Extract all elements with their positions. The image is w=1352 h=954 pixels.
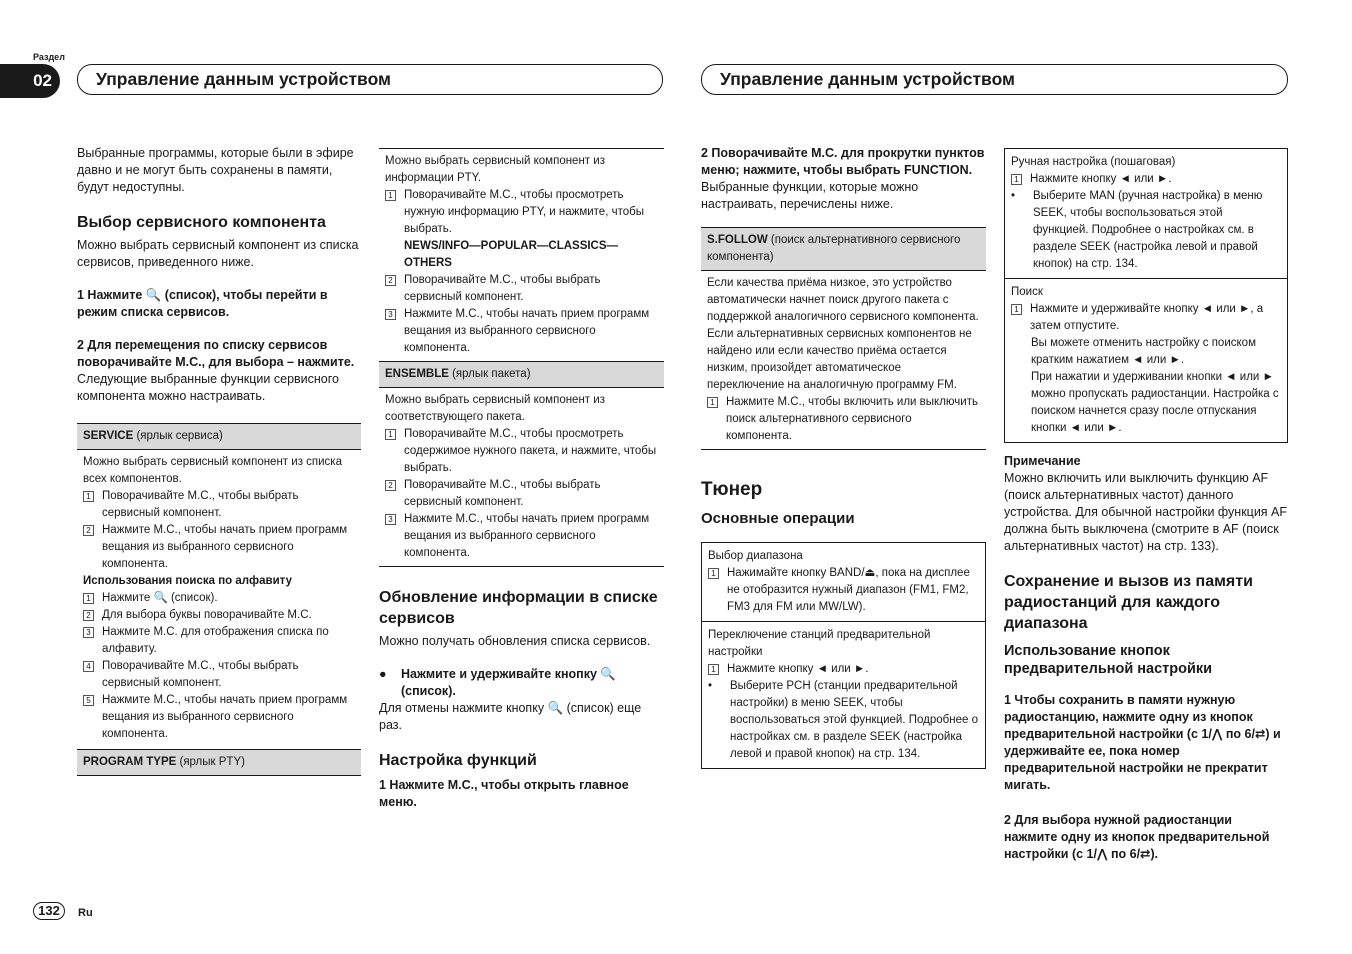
step-2-text: Следующие выбранные функции сервисного компонента можно настраивать. xyxy=(77,372,339,403)
list-item: 4 Поворачивайте M.C., чтобы выбрать сервисный компонент. xyxy=(83,658,355,692)
list-item: 3 Нажмите M.C., чтобы начать прием программ вещания из выбранного сервисного компонента. xyxy=(385,306,658,357)
func-step-1: 1 Нажмите M.C., чтобы открыть главное меню. xyxy=(379,778,629,809)
step-2-function: 2 Поворачивайте M.C. для прокрутки пунктов меню; нажмите, чтобы выбрать FUNCTION. xyxy=(701,146,985,177)
memory-step-1: 1 Чтобы сохранить в памяти нужную радиостанцию, нажмите одну из кнопок предварительной настройки (с 1/⋀ по 6/⇄) и удерживайте ее, пока номер предварительной настройки не прекратит мигать. xyxy=(1004,693,1281,792)
ensemble-intro: Можно выбрать сервисный компонент из соответствующего пакета. xyxy=(385,394,605,423)
language-code: Ru xyxy=(78,907,93,919)
sfollow-table-header: S.FOLLOW (поиск альтернативного сервисного компонента) xyxy=(701,227,986,271)
preset-section: Переключение станций предварительной настройки 1 Нажмите кнопку ◄ или ►. • Выберите PCH (станции предварительной настройки) в меню SEEK, чтобы воспользоваться этой функцией. Подробнее о настройках см. в разделе SEEK (настройка левой и правой кнопок) на стр. 134. xyxy=(702,621,985,768)
service-table-header: SERVICE (ярлык сервиса) xyxy=(77,423,361,450)
search-section: Поиск 1 Нажмите и удерживайте кнопку ◄ или ►, а затем отпустите. Вы можете отменить настройку с поиском кратким нажатием ◄ или ►. При нажатии и удерживании кнопки ◄ или ► можно пропускать радиостанции. Настройка с поиском начнется сразу после отпускания кнопки ◄ или ►. xyxy=(1005,278,1287,442)
ensemble-table-body xyxy=(379,388,664,567)
sfollow-text: Если качества приёма низкое, это устройство автоматически начнет поиск другого пакета с поддержкой аналогичного сервисного компонента. Если альтернативных сервисных компонентов не найдено или если качество приёма остается низким, произойдет автоматическое переключение на аналогичную программу FM. xyxy=(707,277,979,391)
step-2: 2 Для перемещения по списку сервисов поворачивайте M.C., для выбора – нажмите. xyxy=(77,338,355,369)
tuning-box xyxy=(1004,148,1288,443)
list-item: 3 Нажмите M.C. для отображения списка по алфавиту. xyxy=(83,624,355,658)
column-4 xyxy=(1004,148,1288,863)
column-1 xyxy=(77,145,361,776)
list-item: 2 Для выбора буквы поворачивайте M.C. xyxy=(83,607,355,624)
list-item: 2 Поворачивайте M.C., чтобы выбрать сервисный компонент. xyxy=(385,272,658,306)
func-heading: Настройка функций xyxy=(379,752,537,769)
memory-heading: Сохранение и вызов из памяти радиостанций для каждого диапазона xyxy=(1004,573,1253,632)
list-item: 2 Поворачивайте M.C., чтобы выбрать сервисный компонент. xyxy=(385,477,658,511)
list-item: • Выберите PCH (станции предварительной настройки) в меню SEEK, чтобы воспользоваться этой функцией. Подробнее о настройках см. в разделе SEEK (настройка левой и правой кнопок) на стр. 134. xyxy=(708,680,978,760)
manual-section: Ручная настройка (пошаговая) 1 Нажмите кнопку ◄ или ►. • Выберите MAN (ручная настройка) в меню SEEK, чтобы воспользоваться этой функцией. Подробнее о настройках см. в разделе SEEK (настройка левой и правой кнопок) на стр. 134. xyxy=(1005,149,1287,278)
ensemble-table-header: ENSEMBLE (ярлык пакета) xyxy=(379,361,664,388)
update-text: Можно получать обновления списка сервисов. xyxy=(379,634,651,648)
alpha-heading: Использования поиска по алфавиту xyxy=(83,575,292,587)
tuner-heading: Тюнер xyxy=(701,479,763,500)
basic-ops-box xyxy=(701,542,986,769)
preset-buttons-heading: Использование кнопок предварительной настройки xyxy=(1004,643,1213,677)
list-item: 1 Поворачивайте M.C., чтобы просмотреть нужную информацию PTY, и нажмите, чтобы выбрать. NEWS/INFO—POPULAR—CLASSICS—OTHERS xyxy=(385,187,658,272)
list-item: • Выберите MAN (ручная настройка) в меню SEEK, чтобы воспользоваться этой функцией. Подробнее о настройках см. в разделе SEEK (настройка левой и правой кнопок) на стр. 134. xyxy=(1011,190,1263,270)
list-item: 3 Нажмите M.C., чтобы начать прием программ вещания из выбранного сервисного компонента. xyxy=(385,511,658,562)
section-number: 02 xyxy=(0,64,60,98)
page-title-left: Управление данным устройством xyxy=(77,64,663,95)
list-item: 2 Нажмите M.C., чтобы начать прием программ вещания из выбранного сервисного компонента. xyxy=(83,522,355,573)
list-item: 1 Нажмите кнопку ◄ или ►. xyxy=(1011,171,1281,188)
list-item: 1 Нажмите M.C., чтобы включить или выключить поиск альтернативного сервисного компонента. xyxy=(707,394,980,445)
page-title-right: Управление данным устройством xyxy=(701,64,1288,95)
memory-step-2: 2 Для выбора нужной радиостанции нажмите одну из кнопок предварительной настройки (с 1/⋀ по 6/⇄). xyxy=(1004,813,1270,861)
list-item: 1 Нажмите 🔍 (список). xyxy=(83,590,355,607)
list-item: 1 Нажмите кнопку ◄ или ►. xyxy=(708,661,979,678)
section-text: Можно выбрать сервисный компонент из списка сервисов, приведенного ниже. xyxy=(77,238,359,269)
note-text: Можно включить или выключить функцию AF (поиск альтернативных частот) данного устройства. Для обычной настройки функция AF должна быть выключена (смотрите в AF (поиск альтернативных частот) на стр. 133). xyxy=(1004,471,1288,553)
page-number: 132 xyxy=(33,902,65,920)
service-intro: Можно выбрать сервисный компонент из списка всех компонентов. xyxy=(83,456,342,485)
note-heading: Примечание xyxy=(1004,454,1081,468)
section-label: Раздел xyxy=(33,52,65,62)
column-2 xyxy=(379,148,664,811)
band-section: Выбор диапазона 1 Нажимайте кнопку BAND/⏏, пока на дисплее не отобразится нужный диапазон (FM1, FM2, FM3 для FM или MW/LW). xyxy=(702,543,985,621)
list-item: 1 Нажимайте кнопку BAND/⏏, пока на дисплее не отобразится нужный диапазон (FM1, FM2, FM3 для FM или MW/LW). xyxy=(708,565,979,616)
list-item: 1 Нажмите и удерживайте кнопку ◄ или ►, а затем отпустите. xyxy=(1011,301,1281,335)
basic-ops-heading: Основные операции xyxy=(701,510,855,527)
pty-table-body xyxy=(379,149,664,361)
step-2-function-text: Выбранные функции, которые можно настраивать, перечислены ниже. xyxy=(701,180,919,211)
section-heading: Выбор сервисного компонента xyxy=(77,214,326,231)
update-heading: Обновление информации в списке сервисов xyxy=(379,589,658,627)
update-bullet: ● Нажмите и удерживайте кнопку 🔍 (список). xyxy=(379,667,616,698)
list-item: 1 Поворачивайте M.C., чтобы просмотреть содержимое нужного пакета, и нажмите, чтобы выбрать. xyxy=(385,426,658,477)
intro-text: Выбранные программы, которые были в эфире давно и не могут быть сохранены в памяти, будут недоступны. xyxy=(77,146,354,194)
update-cancel: Для отмены нажмите кнопку 🔍 (список) еще раз. xyxy=(379,701,642,732)
sfollow-table-body xyxy=(701,271,986,450)
step-1: 1 Нажмите 🔍 (список), чтобы перейти в режим списка сервисов. xyxy=(77,288,328,319)
list-item: 5 Нажмите M.C., чтобы начать прием программ вещания из выбранного сервисного компонента. xyxy=(83,692,355,743)
column-3 xyxy=(701,145,986,769)
pty-intro: Можно выбрать сервисный компонент из информации PTY. xyxy=(385,155,605,184)
list-item: 1 Поворачивайте M.C., чтобы выбрать сервисный компонент. xyxy=(83,488,355,522)
service-table-body xyxy=(77,450,361,747)
pty-table-header: PROGRAM TYPE (ярлык PTY) xyxy=(77,749,361,776)
